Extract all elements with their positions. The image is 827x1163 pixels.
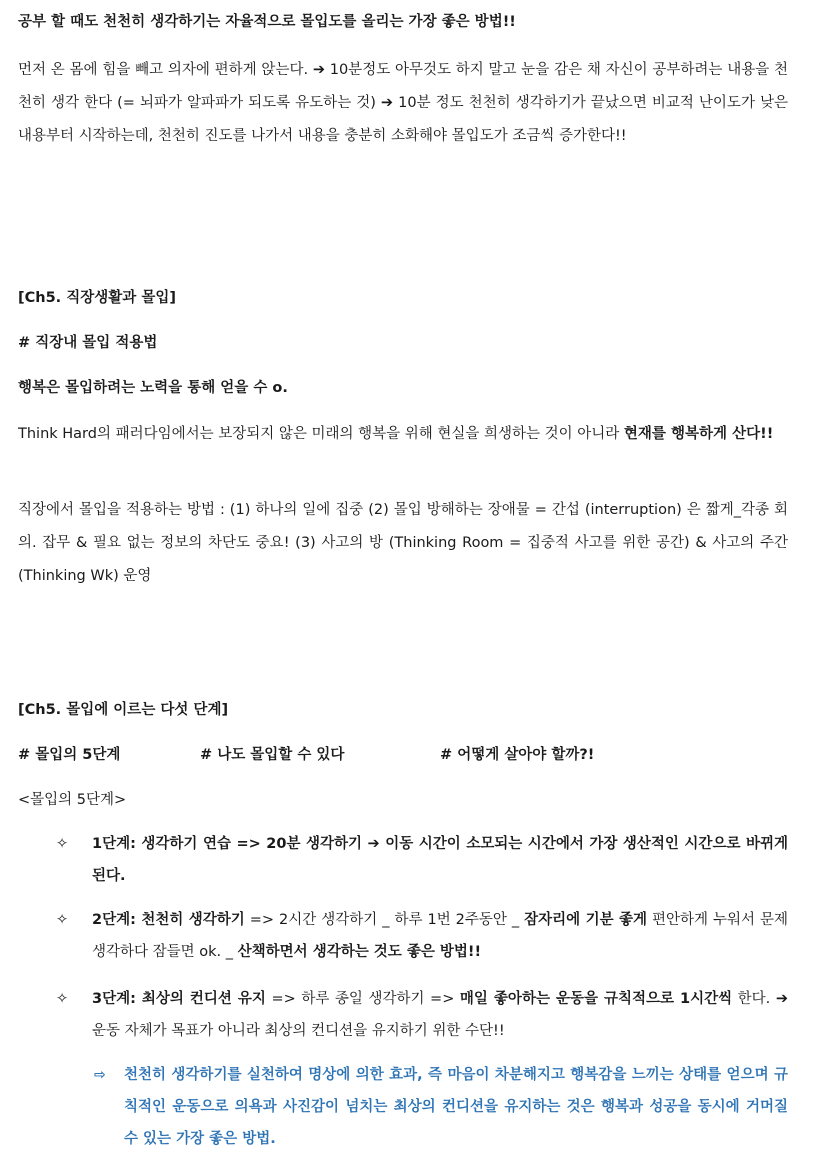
section1-body: 먼저 온 몸에 힘을 빼고 의자에 편하게 앉는다. ➔ 10분정도 아무것도 하지 말고 눈을 감은 채 자신이 공부하려는 내용을 천천히 생각 한다 (= 뇌파가 알파파가 되도록 유도하는 것) ➔ 10분 정도 천천히 생각하기가 끝났으면 비교적 난이도가 낮은 내용부터 시작하는데, 천천히 진도를 나가서 내용을 충분히 소화해야 몰입도가 조금씩 증가한다!!	[18, 62, 788, 144]
hashtag-workplace: # 직장내 몰입 적용법	[18, 335, 158, 351]
step-3-detail: => 하루 종일 생각하기 =>	[265, 991, 460, 1007]
step-3-title: 3단계: 최상의 컨디션 유지	[92, 991, 266, 1007]
bullet-star-icon: ✧	[56, 836, 69, 852]
step-3	[18, 983, 788, 1047]
step-2-highlight: 잠자리에 기분 좋게	[524, 912, 648, 928]
right-arrow-icon: ⇨	[94, 1067, 106, 1083]
bullet-star-icon: ✧	[56, 991, 69, 1007]
think-hard-paragraph	[18, 418, 788, 451]
step-2-detail-2: 편안하게 누워서 문제 생각하다 잠들면 ok. _	[92, 912, 789, 960]
step-1-text: 1단계: 생각하기 연습 => 20분 생각하기 ➔ 이동 시간이 소모되는 시간에서 가장 생산적인 시간으로 바뀌게 된다.	[92, 836, 788, 884]
think-hard-bold: 현재를 행복하게 산다!!	[623, 426, 774, 442]
section1-heading: 공부 할 때도 천천히 생각하기는 자율적으로 몰입도를 올리는 가장 좋은 방법!!	[18, 14, 516, 30]
hashtag-how-to-live: # 어떻게 살아야 할까?!	[440, 747, 595, 763]
step-2-detail: => 2시간 생각하기 _ 하루 1번 2주동안 _	[244, 912, 525, 928]
five-steps-subtitle: <몰입의 5단계>	[18, 792, 127, 808]
hashtag-can-immerse: # 나도 몰입할 수 있다	[200, 747, 345, 763]
conclusion-text: 천천히 생각하기를 실천하여 명상에 의한 효과, 즉 마음이 차분해지고 행복감을 느끼는 상태를 얻으며 규칙적인 운동으로 의욕과 사진감이 넘치는 최상의 컨디션을 유지하는 것은 행복과 성공을 동시에 거머질 수 있는 가장 좋은 방법.	[124, 1067, 788, 1147]
step-3-highlight: 매일 좋아하는 운동을 규칙적으로 1시간씩	[459, 991, 733, 1007]
chapter-heading-five-steps: [Ch5. 몰입에 이르는 다섯 단계]	[18, 702, 229, 718]
workplace-method-paragraph: 직장에서 몰입을 적용하는 방법 : (1) 하나의 일에 집중 (2) 몰입 방해하는 장애물 = 간섭 (interruption) 은 짧게_각종 회의. 잡무 & 필요 없는 정보의 차단도 중요! (3) 사고의 방 (Thinking Room = 집중적 사고를 위한 공간) & 사고의 주간 (Thinking Wk) 운영	[18, 502, 788, 584]
step-1	[18, 828, 788, 892]
happiness-lead: 행복은 몰입하려는 노력을 통해 얻을 수 o.	[18, 380, 288, 396]
step-2-highlight-2: 산책하면서 생각하는 것도 좋은 방법!!	[237, 944, 482, 960]
conclusion-block	[18, 1059, 788, 1155]
hashtag-five-steps: # 몰입의 5단계	[18, 747, 121, 763]
step-2-title: 2단계: 천천히 생각하기	[92, 912, 245, 928]
think-hard-text: Think Hard의 패러다임에서는 보장되지 않은 미래의 행복을 위해 현실을 희생하는 것이 아니라	[18, 426, 624, 442]
bullet-star-icon: ✧	[56, 912, 69, 928]
step-3-detail-2: 한다. ➔ 운동 자체가 목표가 아니라 최상의 컨디션을 유지하기 위한 수단!!	[92, 991, 788, 1039]
step-2	[18, 904, 788, 968]
chapter-heading-workplace: [Ch5. 직장생활과 몰입]	[18, 290, 176, 306]
